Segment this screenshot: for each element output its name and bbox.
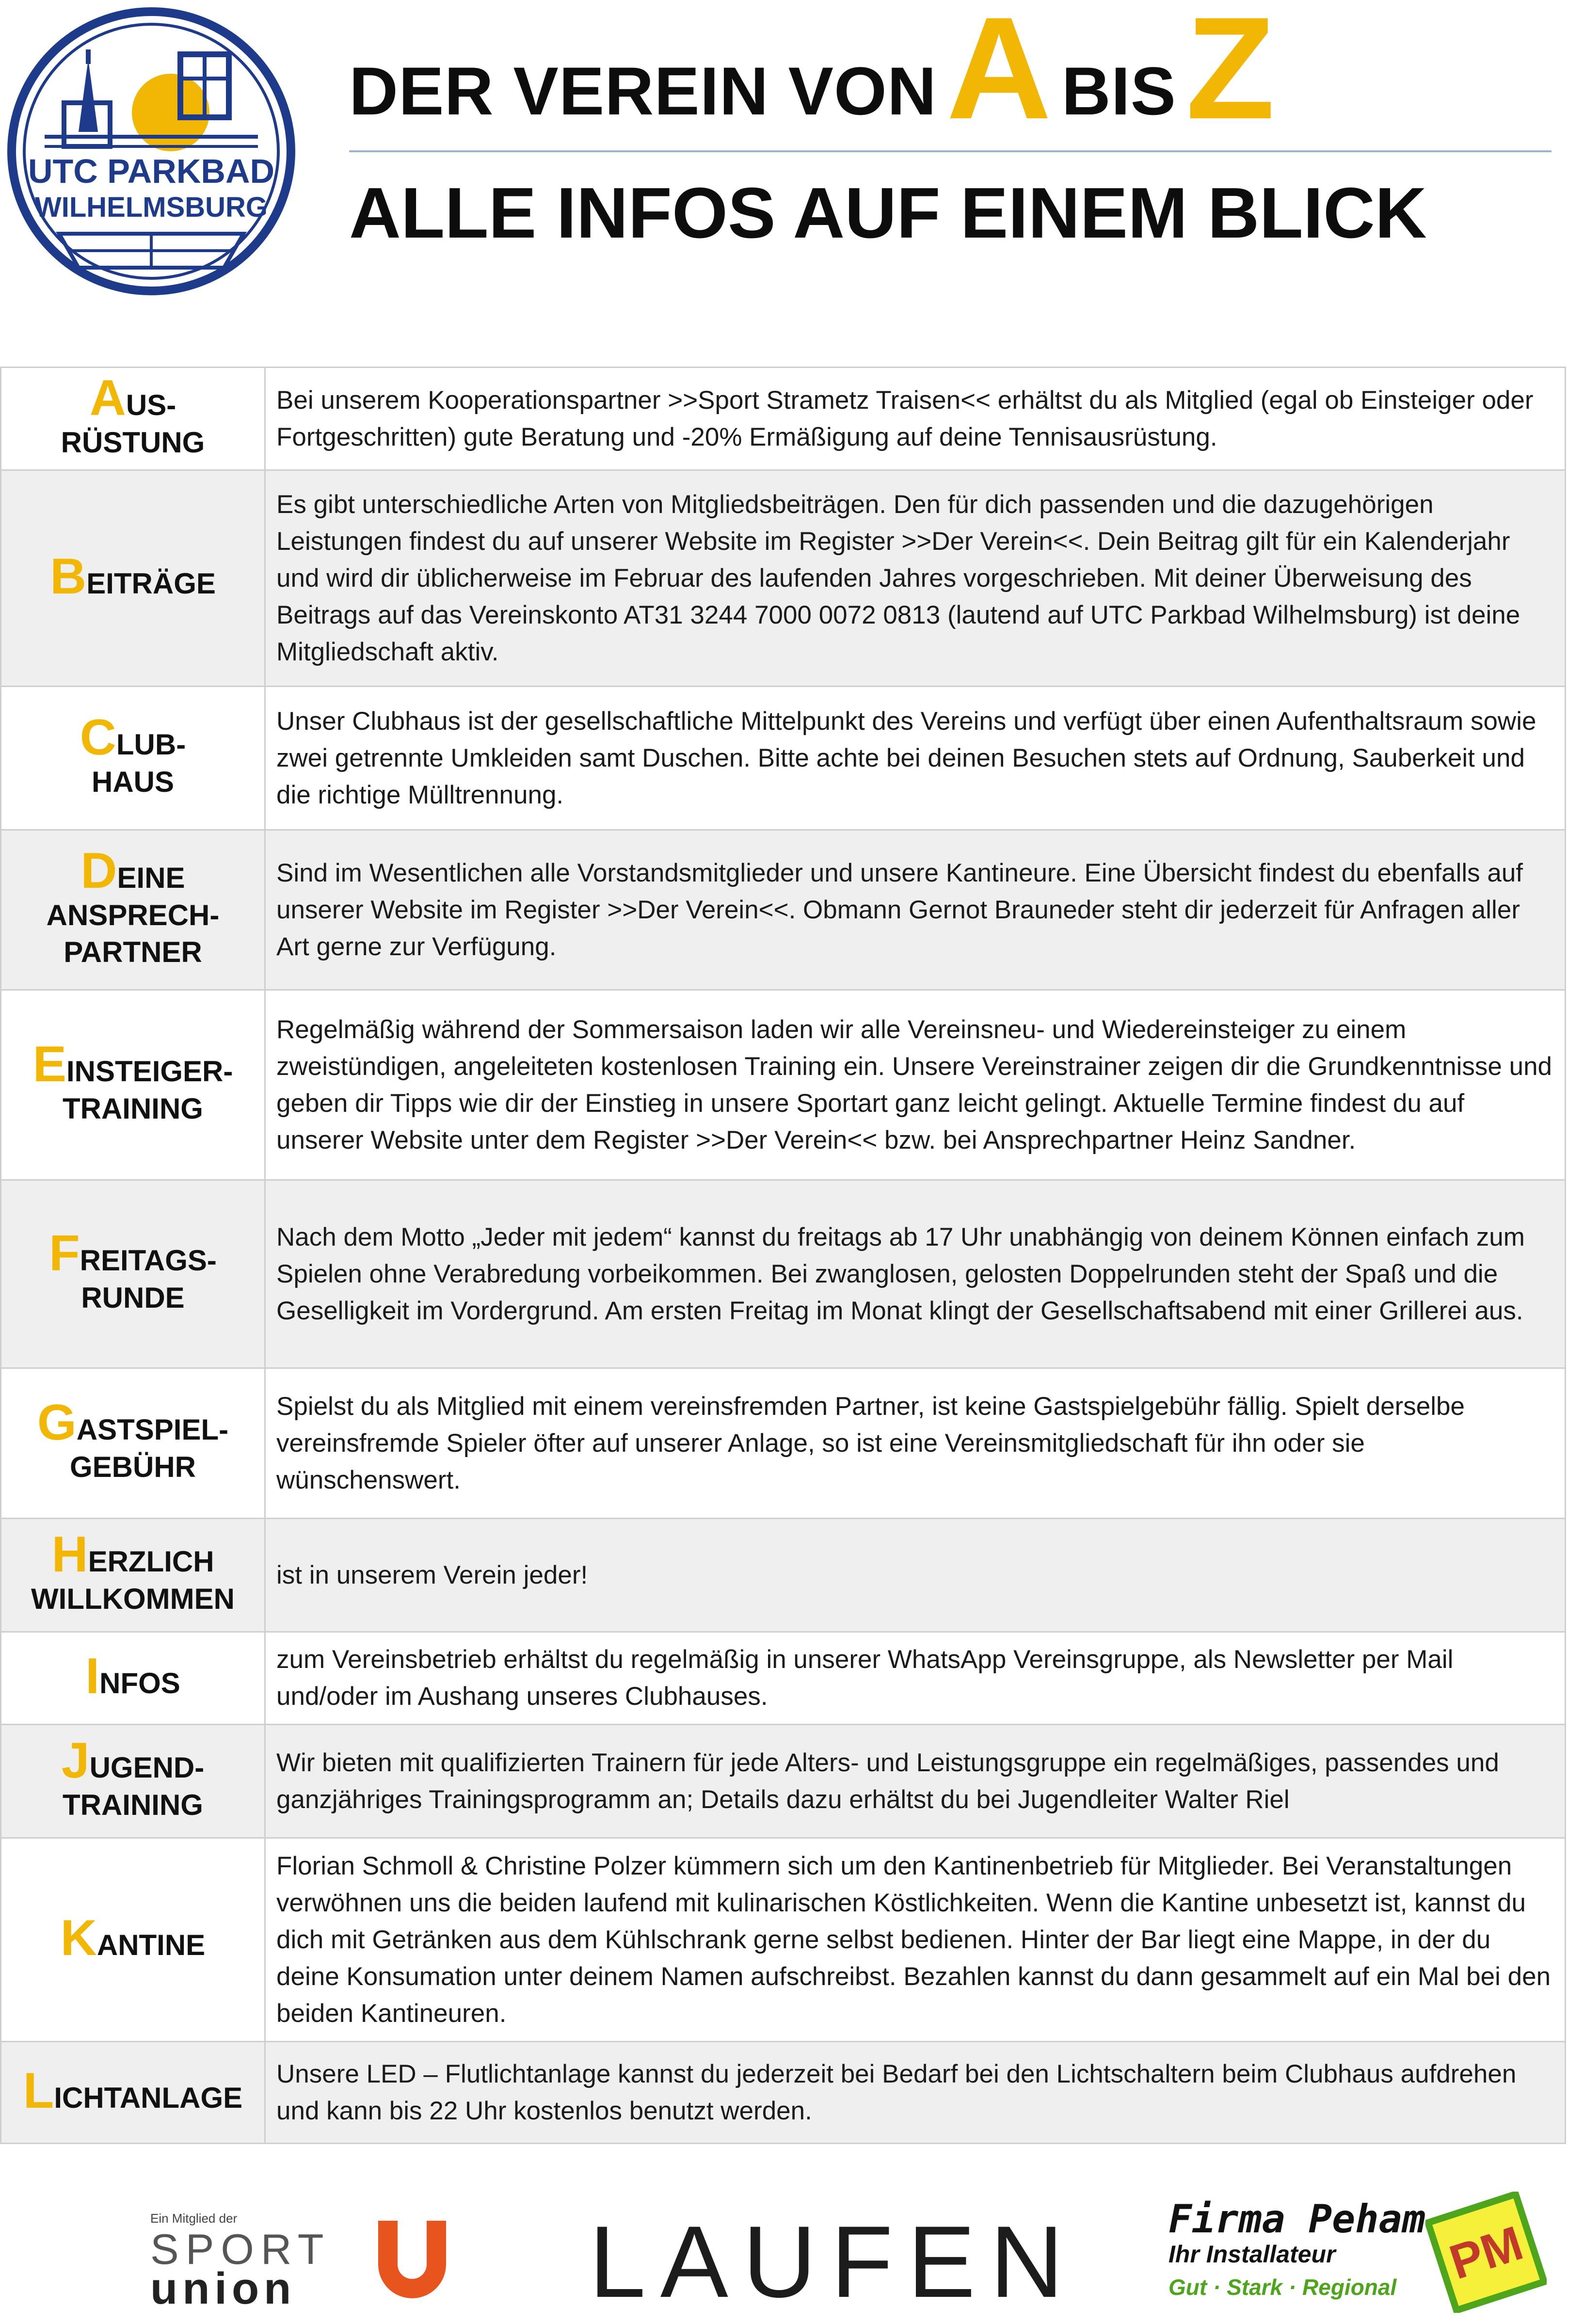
logo-line2: WILHELMSBURG — [34, 192, 268, 223]
az-term-rest: REITAGS- — [80, 1244, 217, 1277]
az-term — [1, 687, 265, 830]
az-term — [1, 470, 265, 687]
az-term-line: RUNDE — [81, 1282, 185, 1314]
az-description: zum Vereinsbetrieb erhältst du regelmäßig in unserer WhatsApp Vereinsgruppe, als Newsletter per Mail und/oder im Aushang unseres Clubhauses. — [265, 1632, 1566, 1725]
az-initial: C — [80, 709, 116, 766]
az-term — [1, 1838, 265, 2042]
az-initial: B — [50, 548, 87, 605]
az-term-line: PARTNER — [64, 936, 202, 969]
az-description: ist in unserem Verein jeder! — [265, 1519, 1566, 1632]
az-initial: A — [89, 370, 126, 427]
az-term-rest: ASTSPIEL- — [76, 1413, 229, 1446]
az-initial: G — [37, 1394, 77, 1451]
title-letter-z: Z — [1186, 0, 1276, 149]
peham-mark-text: PM — [1443, 2215, 1529, 2290]
title-mid: BIS — [1061, 53, 1177, 129]
az-row — [1, 687, 1566, 830]
az-term-line: ANSPRECH- — [46, 898, 220, 931]
az-term-line: RÜSTUNG — [61, 426, 205, 459]
az-row — [1, 830, 1566, 990]
page-subtitle: ALLE INFOS AUF EINEM BLICK — [349, 173, 1427, 253]
az-term — [1, 830, 265, 990]
az-initial: F — [49, 1225, 80, 1282]
az-term — [1, 1632, 265, 1725]
az-term-line: WILLKOMMEN — [31, 1583, 235, 1615]
page-title — [349, 0, 1285, 149]
sportunion-u-icon — [364, 2211, 461, 2308]
az-term-line: GEBÜHR — [69, 1451, 196, 1483]
az-row — [1, 2042, 1566, 2144]
peham-logo — [1164, 2187, 1561, 2313]
sportunion-union: union — [150, 2264, 296, 2313]
az-row — [1, 368, 1566, 470]
az-term — [1, 1180, 265, 1368]
az-row — [1, 1519, 1566, 1632]
az-term-line: TRAINING — [63, 1789, 203, 1821]
az-description: Unsere LED – Flutlichtanlage kannst du jederzeit bei Bedarf bei den Lichtschaltern beim Clubhaus aufdrehen und kann bis 22 Uhr kostenlos benutzt werden. — [265, 2042, 1566, 2144]
az-initial: J — [61, 1732, 90, 1789]
az-term-rest: UGEND- — [89, 1751, 205, 1784]
az-term — [1, 2042, 265, 2144]
az-description: Bei unserem Kooperationspartner >>Sport Strametz Traisen<< erhältst du als Mitglied (egal ob Einsteiger oder Fortgeschritten) gute Beratung und -20% Ermäßigung auf deine Tennisausrüstung. — [265, 368, 1566, 470]
club-logo — [6, 6, 297, 297]
sportunion-small: Ein Mitglied der — [150, 2211, 238, 2226]
peham-sub: Ihr Installateur — [1168, 2241, 1336, 2268]
sportunion-sport: SPORT — [150, 2225, 331, 2273]
az-description: Florian Schmoll & Christine Polzer kümmern sich um den Kantinenbetrieb für Mitglieder. Bei Veranstaltungen verwöhnen uns die beiden laufend mit kulinarischen Köstlichkeiten. Wenn die Kantine unbesetzt ist, kannst du dich mit Getränken aus dem Kühlschrank gerne selbst bedienen. Hinter der Bar liegt eine Mappe, in der du deine Konsumation unter deinem Namen aufschreibst. Bezahlen kannst du dann gesammelt auf ein Mal bei den beiden Kantineuren. — [265, 1838, 1566, 2042]
az-description: Spielst du als Mitglied mit einem vereinsfremden Partner, ist keine Gastspielgebühr fällig. Spielt derselbe vereinsfremde Spieler öfter auf unserer Anlage, so ist eine Vereinsmitgliedschaft für ihn oder sie wünschenswert. — [265, 1368, 1566, 1519]
az-row — [1, 990, 1566, 1180]
title-pre: DER VEREIN VON — [349, 53, 937, 129]
az-row — [1, 1838, 1566, 2042]
az-row — [1, 1180, 1566, 1368]
az-term-line: TRAINING — [63, 1092, 203, 1125]
headline — [349, 0, 1552, 152]
az-initial: H — [51, 1526, 88, 1583]
az-term-line: HAUS — [91, 766, 174, 798]
title-letter-a: A — [946, 0, 1052, 149]
peham-name: Firma Peham — [1168, 2196, 1425, 2242]
az-description: Es gibt unterschiedliche Arten von Mitgliedsbeiträgen. Den für dich passenden und die dazugehörigen Leistungen findest du auf unserer Website im Register >>Der Verein<<. Dein Beitrag gilt für ein Kalenderjahr und wird dir üblicherweise im Februar des laufenden Jahres vorgeschrieben. Mit deiner Überweisung des Beitrags auf das Vereinskonto AT31 3244 7000 0072 0813 (lautend auf UTC Parkbad Wilhelmsburg) ist deine Mitgliedschaft aktiv. — [265, 470, 1566, 687]
az-row — [1, 470, 1566, 687]
az-term-rest: ANTINE — [96, 1928, 206, 1961]
az-description: Wir bieten mit qualifizierten Trainern für jede Alters- und Leistungsgruppe ein regelmäßiges, passendes und ganzjähriges Trainingsprogramm an; Details dazu erhältst du bei Jugendleiter Walter Riel — [265, 1725, 1566, 1838]
az-initial: I — [85, 1648, 100, 1705]
az-term — [1, 1725, 265, 1838]
az-initial: D — [80, 842, 117, 899]
az-term — [1, 1368, 265, 1519]
az-term — [1, 368, 265, 470]
az-term-rest: LUB- — [116, 728, 186, 761]
peham-mark-icon — [1425, 2192, 1547, 2313]
logo-line1: UTC PARKBAD — [28, 152, 275, 190]
az-term-rest: US- — [126, 389, 176, 422]
peham-tagline: Gut · Stark · Regional — [1168, 2275, 1397, 2300]
az-row — [1, 1725, 1566, 1838]
az-description: Unser Clubhaus ist der gesellschaftliche Mittelpunkt des Vereins und verfügt über einen Aufenthaltsraum sowie zwei getrennte Umkleiden samt Duschen. Bitte achte bei deinen Besuchen stets auf Ordnung, Sauberkeit und die richtige Mülltrennung. — [265, 687, 1566, 830]
az-term-rest: ICHTANLAGE — [54, 2081, 243, 2114]
az-term-rest: EINE — [117, 861, 185, 894]
az-description: Regelmäßig während der Sommersaison laden wir alle Vereinsneu- und Wiedereinsteiger zu einem zweistündigen, angeleiteten kostenlosen Training ein. Unsere Vereinstrainer zeigen dir die Grundkenntnisse und geben dir Tipps wie dir der Einstieg in unsere Sportart ganz leicht gelingt. Aktuelle Termine findest du auf unserer Website unter dem Register >>Der Verein<< bzw. bei Ansprechpartner Heinz Sandner. — [265, 990, 1566, 1180]
az-initial: L — [23, 2062, 54, 2119]
az-initial: K — [60, 1909, 97, 1966]
az-description: Sind im Wesentlichen alle Vorstandsmitglieder und unsere Kantineure. Eine Übersicht findest du ebenfalls auf unserer Website im Register >>Der Verein<<. Obmann Gernot Brauneder steht dir jederzeit für Anfragen aller Art gerne zur Verfügung. — [265, 830, 1566, 990]
az-term-rest: NFOS — [99, 1667, 180, 1700]
az-initial: E — [32, 1036, 66, 1093]
az-term-rest: INSTEIGER- — [66, 1055, 233, 1088]
az-table — [0, 367, 1566, 2144]
sportunion-logo — [145, 2201, 465, 2313]
az-row — [1, 1632, 1566, 1725]
az-term — [1, 990, 265, 1180]
laufen-logo: LAUFEN — [589, 2205, 1078, 2319]
az-term — [1, 1519, 265, 1632]
az-term-rest: EITRÄGE — [86, 567, 216, 600]
az-description: Nach dem Motto „Jeder mit jedem“ kannst du freitags ab 17 Uhr unabhängig von deinem Können einfach zum Spielen ohne Verabredung vorbeikommen. Bei zwanglosen, gelosten Doppelrunden steht der Spaß und die Geselligkeit im Vordergrund. Am ersten Freitag im Monat klingt der Gesellschaftsabend mit einer Grillerei aus. — [265, 1180, 1566, 1368]
az-term-rest: ERZLICH — [88, 1545, 214, 1578]
az-row — [1, 1368, 1566, 1519]
